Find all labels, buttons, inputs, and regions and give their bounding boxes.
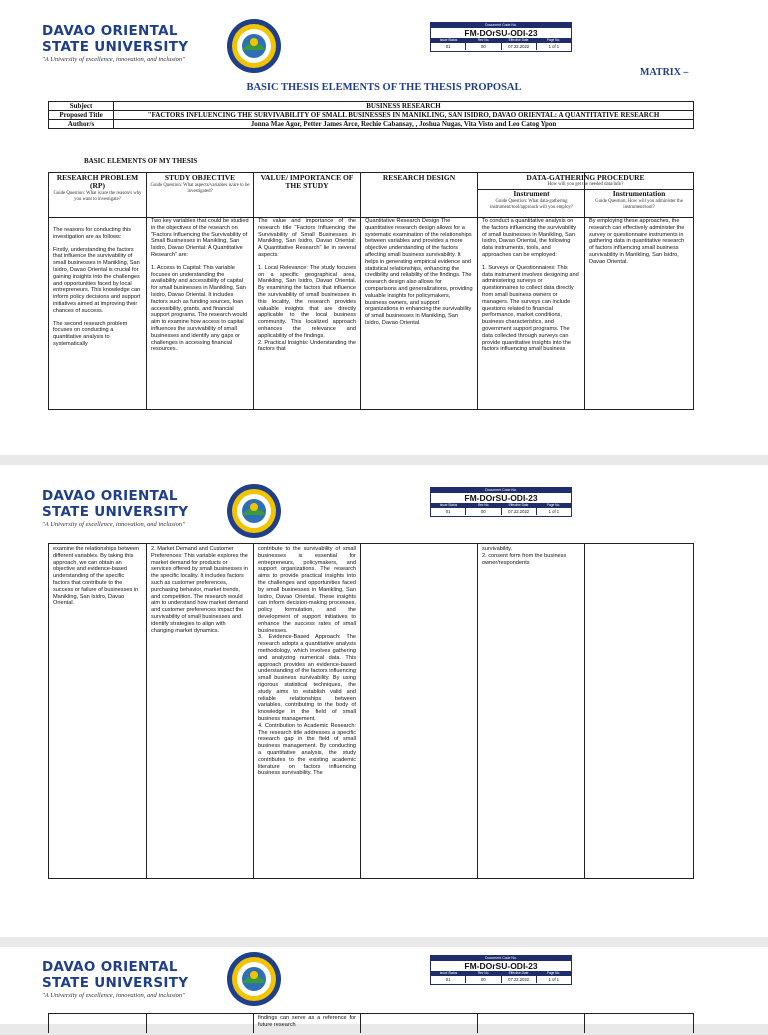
column-research-problem	[49, 1014, 147, 1033]
column-value-importance	[254, 1014, 361, 1033]
paragraph: Quantitative Research Design The quantitative research design allows for a systematic examination of the relationships between variables and provides a more objective understanding of the factors affecting small business survivability. It helps in generating empirical evidence and statistical relationships, enhancing the credibility and reliability of the findings. The research design also allows for comparisons and generalizations, providing valuable insights for policymakers, business owners, and support organizations in enhancing the survivability of small businesses in Manikling, San Isidro, Davao Oriental.	[365, 218, 473, 326]
paragraph: Two key variables that could be studied in the objectives of the research on "Factors Influencing the Survivability of Small Businesses in Manikling, San Isidro, Davao Oriental: A Quantitative Research" are:	[151, 218, 249, 258]
paragraph: The reasons for conducting this investigation are as follows:	[53, 227, 132, 240]
document-code-box	[430, 955, 572, 985]
status-value: 07.22.2022	[502, 976, 537, 983]
paragraph: 2. consent form from the business owner/respondents	[482, 552, 567, 566]
elements-matrix-table-continued	[48, 543, 694, 879]
column-instrumentation	[585, 544, 693, 878]
paragraph: survivability.	[482, 546, 513, 552]
university-name-line1: DAVAO ORIENTAL	[42, 488, 178, 504]
status-value: 00	[466, 43, 501, 50]
university-seal-icon	[226, 951, 282, 1007]
column-instrumentation	[585, 1014, 693, 1033]
status-value: 07.22.2022	[502, 508, 537, 515]
university-name-line2: STATE UNIVERSITY	[42, 504, 189, 520]
column-instrument	[478, 544, 585, 878]
doc-code-label: Document Code No.	[431, 23, 571, 28]
elements-matrix-table	[48, 172, 694, 410]
page-1	[0, 0, 768, 455]
university-motto: "A University of excellence, innovation, and inclusion"	[42, 992, 185, 999]
university-name-line2: STATE UNIVERSITY	[42, 39, 189, 55]
status-value: 00	[466, 508, 501, 515]
column-research-problem	[49, 173, 147, 409]
subject-value: BUSINESS RESEARCH	[114, 102, 694, 111]
status-value: 01	[431, 508, 466, 515]
status-value: 1 of 1	[548, 44, 560, 49]
doc-code-label: Document Code No.	[431, 956, 571, 961]
university-name-line2: STATE UNIVERSITY	[42, 975, 189, 991]
paragraph: 3. Evidence-Based Approach: The research adopts a quantitative analysis methodology, which involves gathering and analyzing numerical data. This approach provides an evidence-based understanding of the factors influencing small business survivability. By using rigorous statistical techniques, the study aims to establish valid and reliable relationships between variables, contributing to the body of knowledge in the field of small business management.	[258, 634, 356, 722]
page-2	[0, 465, 768, 937]
subject-label: Subject	[49, 102, 114, 111]
instrumentation-guide: Guide Question: How will you administer the instrument/tool?	[595, 199, 683, 210]
paragraph: 2. Practical Insights: Understanding the factors that	[258, 339, 356, 353]
status-label: Effective Date	[508, 503, 529, 507]
dg-guide: How will you get the needed data/info?	[547, 182, 624, 187]
document-code-box	[430, 22, 572, 52]
status-value: 1 of 1	[548, 509, 560, 514]
status-label: Rev No.	[477, 503, 490, 507]
title-label: Proposed Title	[49, 111, 114, 120]
status-label: Page No.	[546, 38, 561, 42]
column-value-importance	[254, 544, 361, 878]
rp-guide: Guide Question: What is/are the reason/s why you want to investigate?	[53, 191, 142, 202]
paragraph: 1. Surveys or Questionnaires: This data instrument involves designing and administering surveys or questionnaires to collect data directly from small business owners or managers. The surveys can include questions related to financial performance, market conditions, business characteristics, and government support programs. The data collected through surveys can provide quantitative insights into the factors influencing small business	[482, 264, 579, 353]
status-label: Rev No.	[477, 971, 490, 975]
status-label: Effective Date	[508, 971, 529, 975]
paragraph: findings can serve as a reference for future research	[258, 1015, 356, 1028]
paragraph: Firstly, understanding the factors that influence the survivability of small businesses in Manikling, San Isidro, Davao Oriental is crucial for gaining insights into the challenges and opportunities faced by local entrepreneurs. This knowledge can inform policy decisions and support initiatives aimed at improving their chances of success.	[53, 246, 141, 314]
doc-code: FM-DOrSU-ODI-23	[431, 493, 571, 503]
doc-code: FM-DOrSU-ODI-23	[431, 28, 571, 38]
rd-header: RESEARCH DESIGN	[382, 173, 456, 182]
paragraph: examine the relationships between different variables. By taking this approach, we can obtain an objective and evidence-based understanding of the specific factors that contribute to the success or failure of businesses in Manikling, San Isidro, Davao Oriental.	[53, 546, 140, 607]
column-research-problem	[49, 544, 147, 878]
paragraph: 1. Local Relevance: The study focuses on a specific geographical area, Manikling, San Isidro, Davao Oriental. By examining the factors that influence the survivability of small businesses in this locality, the research provides valuable insights that are directly applicable to the local business community. This localized approach enhances the relevance and applicability of the findings.	[258, 264, 356, 339]
university-motto: "A University of excellence, innovation, and inclusion"	[42, 521, 185, 528]
vi-header: VALUE/ IMPORTANCE OF THE STUDY	[260, 173, 354, 190]
status-label: Page No.	[546, 971, 561, 975]
authors-value: Jonna Mae Agor, Petter James Arce, Rechie Cabansay, , Joshua Nugas, Vita Visto and Leo Catog Ypon	[114, 120, 694, 129]
university-seal-icon	[226, 18, 282, 74]
paragraph: contribute to the survivability of small businesses is essential for entrepreneurs, policymakers, and support organizations. The research aims to provide practical insights into the challenges and opportunities faced by small businesses in Manikling, San Isidro, Davao Oriental. These insights can inform decision-making processes, policy formulation, and the development of support initiatives to enhance the success rates of small businesses.	[258, 546, 356, 634]
matrix-label: MATRIX –	[640, 67, 689, 78]
status-label: Issue Status	[439, 503, 458, 507]
university-seal-icon	[226, 483, 282, 539]
column-instrument	[478, 1014, 585, 1033]
paragraph: 2. Market Demand and Customer Preferences: This variable explores the market demand for products or services offered by small businesses in the specific locality. It includes factors such as customer preferences, purchasing behavior, market trends, and competition. The research would aim to understand how market demand and customer preferences impact the survivability of small businesses and identify strategies to align with changing market dynamics.	[151, 546, 249, 634]
university-name-line1: DAVAO ORIENTAL	[42, 959, 178, 975]
elements-matrix-table-continued	[48, 1013, 694, 1033]
paragraph: The value and importance of the research title "Factors Influencing the Survivability of Small Businesses in Manikling, San Isidro, Davao Oriental: A Quantitative Research" lie in several aspects:	[258, 218, 356, 258]
status-label: Rev No.	[477, 38, 490, 42]
status-value: 00	[466, 976, 501, 983]
instrument-guide: Guide Question: What data-gathering instrument/tool/approach will you employ?	[490, 199, 573, 210]
instrument-header: Instrument	[513, 189, 550, 198]
paragraph: The second research problem focuses on conducting a quantitative analysis to systematically	[53, 320, 128, 347]
paragraph: By employing these approaches, the research can effectively administer the survey or questionnaire instruments in gathering data in quantitative research of factors influencing small business survivability in Manikling, San Isidro, Davao Oriental.	[589, 218, 685, 265]
status-label: Issue Status	[439, 38, 458, 42]
status-value: 1 of 1	[548, 977, 560, 982]
column-research-design	[361, 1014, 478, 1033]
column-research-design	[361, 173, 478, 409]
document-code-box	[430, 487, 572, 517]
page-header	[0, 0, 768, 70]
status-label: Issue Status	[439, 971, 458, 975]
column-value-importance	[254, 173, 361, 409]
paragraph: To conduct a quantitative analysis on the factors influencing the survivability of small businesses in Manikling, San Isidro, Davao Oriental, the following data instruments, tools, and approaches can be employed:	[482, 218, 577, 258]
title-value: "FACTORS INFLUENCING THE SURVIVABILITY OF SMALL BUSINESSES IN MANIKLING, SAN ISIDRO, DAVAO ORIENTAL: A QUANTITATIVE RESEARCH	[114, 111, 694, 120]
status-value: 01	[431, 43, 466, 50]
so-guide: Guide Question: What aspects/variables is/are to be investigated?	[150, 183, 250, 194]
page-header	[0, 947, 768, 1017]
authors-label: Author/s	[49, 120, 114, 129]
so-header: STUDY OBJECTIVE	[164, 173, 236, 182]
status-label: Page No.	[546, 503, 561, 507]
section-heading: BASIC ELEMENTS OF MY THESIS	[84, 157, 198, 165]
university-name-line1: DAVAO ORIENTAL	[42, 23, 178, 39]
paragraph: 4. Contribution to Academic Research: The research title addresses a specific research gap in the field of small business management. By conducting a quantitative analysis, the study contributes to the existing academic literature on factors influencing business survivability. The	[258, 722, 356, 777]
page-header	[0, 465, 768, 535]
document-title: BASIC THESIS ELEMENTS OF THE THESIS PROPOSAL	[246, 82, 522, 93]
column-study-objective	[147, 173, 254, 409]
doc-code: FM-DOrSU-ODI-23	[431, 961, 571, 971]
status-value: 01	[431, 976, 466, 983]
page-3	[0, 947, 768, 1028]
instrumentation-header: Instrumentation	[612, 189, 666, 198]
university-motto: "A University of excellence, innovation, and inclusion"	[42, 56, 185, 63]
column-research-design	[361, 544, 478, 878]
dg-header: DATA-GATHERING PROCEDURE	[526, 173, 645, 182]
rp-header: RESEARCH PROBLEM (RP)	[56, 173, 139, 190]
status-label: Effective Date	[508, 38, 529, 42]
status-value: 07.22.2022	[502, 43, 537, 50]
column-study-objective	[147, 1014, 254, 1033]
column-study-objective	[147, 544, 254, 878]
paragraph: 1. Access to Capital: This variable focuses on understanding the availability and accessibility of capital for small businesses in Manikling, San Isidro, Davao Oriental. It includes factors such as funding sources, loan accessibility, grants, and financial support programs. The research would aim to examine how access to capital influences the survivability of small businesses and identify any gaps or challenges in accessing financial resources.	[151, 264, 247, 353]
doc-code-label: Document Code No.	[431, 488, 571, 493]
thesis-info-table	[48, 101, 694, 129]
